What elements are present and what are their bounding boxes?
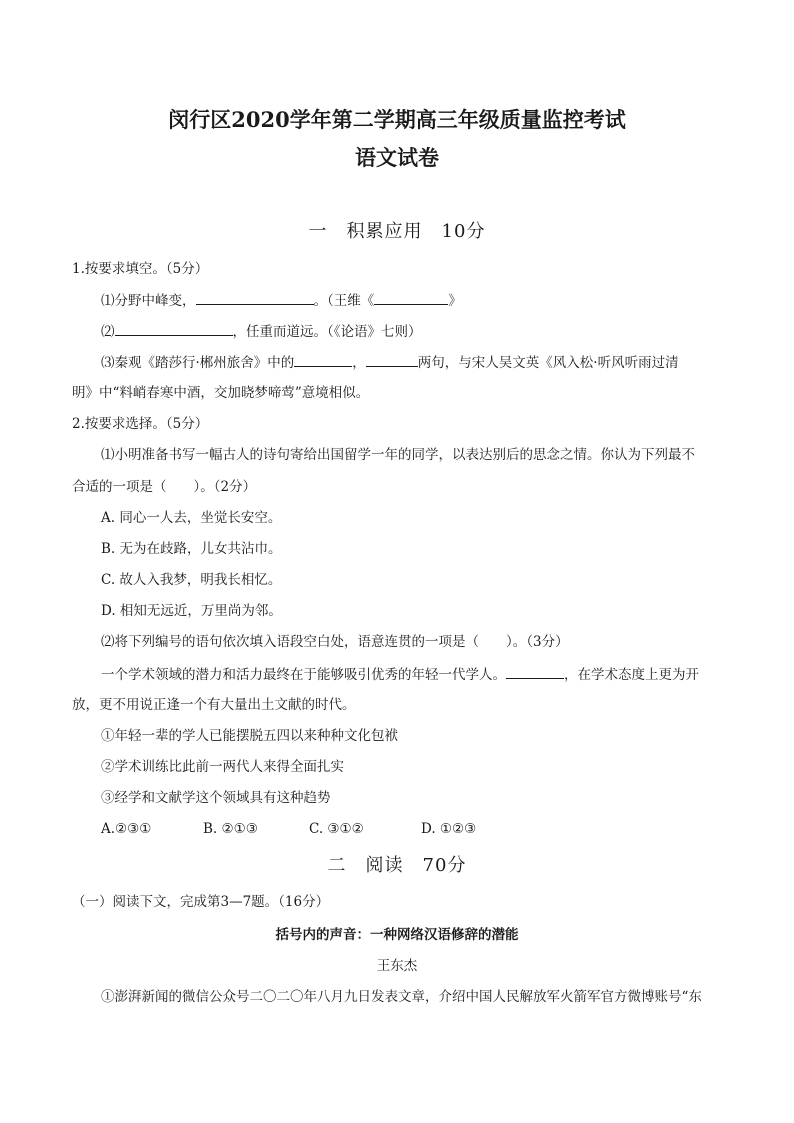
q2-sentence-2: ②学术训练比此前一两代人来得全面扎实: [101, 759, 344, 775]
q1-item-1: [101, 290, 462, 311]
section-1-heading: 一 积累应用 10分: [308, 221, 486, 242]
answer-c: C. ③①②: [309, 821, 364, 837]
q1-item-1-text-b: 。（王维《: [313, 293, 375, 309]
q1-item-2: [101, 321, 422, 342]
q2-sentence-1: ①年轻一辈的学人已能摆脱五四以来种种文化包袱: [101, 728, 398, 744]
q2-option-c: C. 故人入我梦，明我长相忆。: [101, 572, 282, 588]
q2-answer-choices: [101, 819, 476, 839]
article-title: 括号内的声音：一种网络汉语修辞的潜能: [275, 927, 519, 943]
q1-item-1-text-c: 》: [448, 293, 462, 309]
q2-passage-line1: [101, 664, 699, 685]
q1-item-3-text-b: ，: [352, 355, 366, 371]
exam-title: 闵行区2020学年第二学期高三年级质量监控考试: [168, 107, 626, 132]
answer-a: A.②③①: [101, 821, 152, 837]
answer-b: B. ②①③: [203, 821, 258, 837]
q2-sentence-3: ③经学和文献学这个领域具有这种趋势: [101, 790, 331, 806]
blank-line: [366, 352, 418, 367]
q1-item-2-text-a: ⑵: [101, 324, 115, 340]
q1-item-2-text-b: ，任重而道远。（《论语》七则）: [232, 324, 422, 340]
q2-part1-line2: 合适的一项是（ ）。（2分）: [72, 479, 257, 495]
q2-part1-line1: ⑴小明准备书写一幅古人的诗句寄给出国留学一年的同学，以表达别后的思念之情。你认为下列最不: [101, 447, 695, 463]
q2-option-d: D. 相知无远近，万里尚为邻。: [101, 603, 282, 619]
q2-stem: 2.按要求选择。（5分）: [72, 416, 209, 432]
blank-line: [115, 321, 233, 336]
article-author: 王东杰: [376, 958, 418, 974]
blank-line: [374, 290, 448, 305]
q2-part2-stem: ⑵将下列编号的语句依次填入语段空白处，语意连贯的一项是（ ）。（3分）: [101, 634, 569, 650]
q1-item-1-text-a: ⑴分野中峰变，: [101, 293, 196, 309]
q1-item-3-text-c: 两句，与宋人吴文英《风入松·听风听雨过清: [417, 355, 679, 371]
answer-d: D. ①②③: [421, 821, 477, 837]
article-paragraph-1: ①澎湃新闻的微信公众号二〇二〇年八月九日发表文章，介绍中国人民解放军火箭军官方微博账号“东: [101, 989, 702, 1005]
blank-line: [196, 290, 314, 305]
q1-item-3-cont: 明》中“料峭春寒中酒，交加晓梦啼莺”意境相似。: [72, 385, 370, 401]
blank-line: [506, 664, 564, 679]
q2-passage-text-b: ，在学术态度上更为开: [564, 667, 699, 683]
q1-stem: 1.按要求填空。（5分）: [72, 261, 209, 277]
exam-subtitle: 语文试卷: [355, 145, 439, 170]
reading-intro: （一）阅读下文，完成第3—7题。（16分）: [72, 894, 330, 910]
q2-option-a: A. 同心一人去，坐觉长安空。: [101, 510, 282, 526]
q2-passage-text-a: 一个学术领域的潜力和活力最终在于能够吸引优秀的年轻一代学人。: [101, 667, 506, 683]
section-2-heading: 二 阅读 70分: [327, 855, 467, 876]
q2-passage-line2: 放，更不用说正逢一个有大量出土文献的时代。: [72, 697, 356, 713]
blank-line: [294, 352, 352, 367]
q1-item-3: [101, 352, 679, 373]
q2-option-b: B. 无为在歧路，儿女共沾巾。: [101, 541, 282, 557]
q1-item-3-text-a: ⑶秦观《踏莎行·郴州旅舍》中的: [101, 355, 295, 371]
